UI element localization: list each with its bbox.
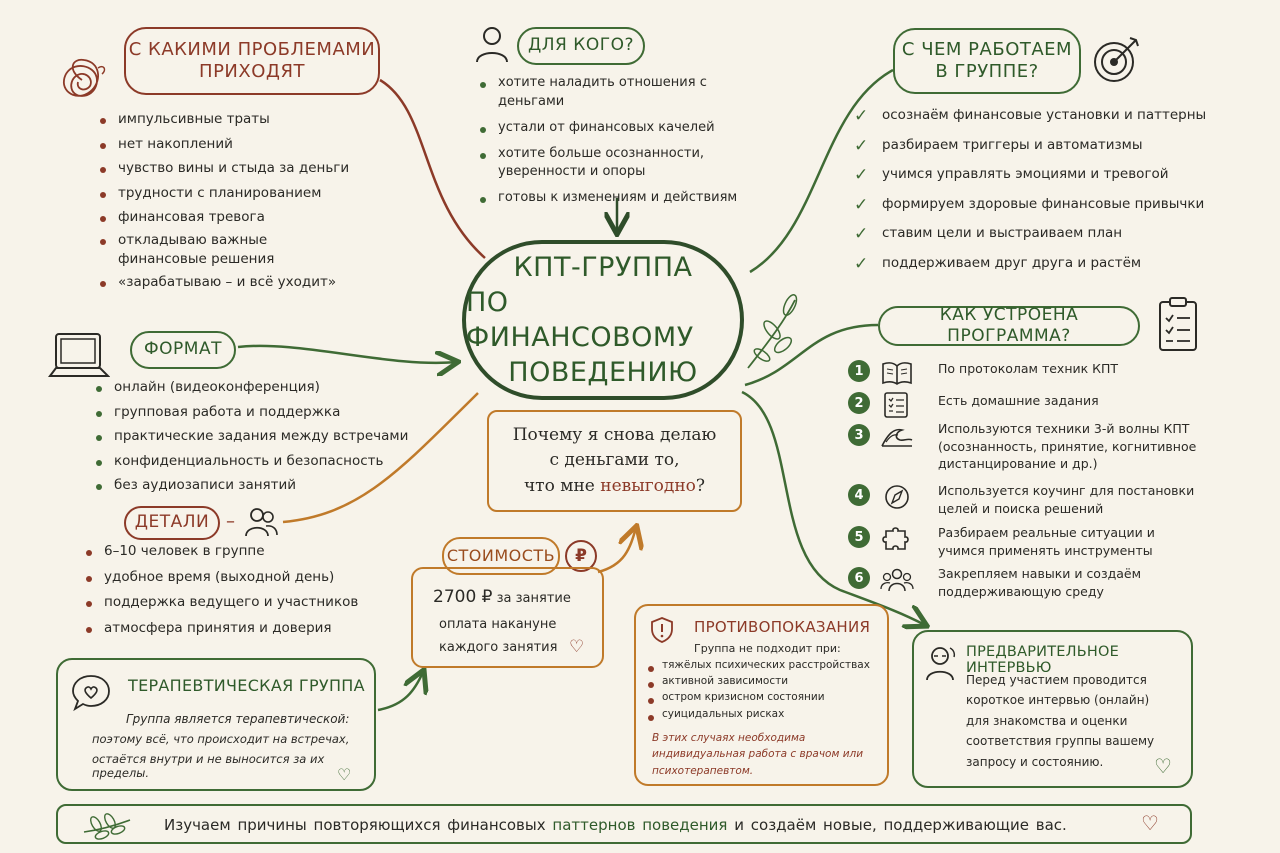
step-number: 4 <box>848 484 870 506</box>
list-item: финансовая тревога <box>96 208 386 228</box>
step-number: 2 <box>848 392 870 414</box>
list-item: чувство вины и стыда за деньги <box>96 159 386 179</box>
step-number: 5 <box>848 526 870 548</box>
program-title: КАК УСТРОЕНА ПРОГРАММА? <box>878 306 1140 346</box>
heart-bubble-icon <box>70 672 112 714</box>
step-number: 3 <box>848 424 870 446</box>
heart-icon: ♡ <box>337 765 352 784</box>
speaker-icon <box>924 642 960 682</box>
shield-icon <box>650 616 674 644</box>
list-item: онлайн (видеоконференция) <box>92 378 412 398</box>
list-item: активной зависимости <box>644 674 879 689</box>
step-number: 1 <box>848 360 870 382</box>
for-whom-title: ДЛЯ КОГО? <box>517 27 645 65</box>
compass-icon <box>880 484 914 510</box>
list-item: ✓ осознаём финансовые установки и паттерны <box>852 106 1212 126</box>
list-item: откладываю важные финансовые решения <box>96 231 288 270</box>
question-box <box>487 410 742 512</box>
list-item: ✓ формируем здоровые финансовые привычки <box>852 195 1212 215</box>
format-list <box>92 378 412 496</box>
list-item: «зарабатываю – и всё уходит» <box>96 273 386 293</box>
problems-list <box>96 110 386 293</box>
heart-icon: ♡ <box>569 637 585 657</box>
interview-title: ПРЕДВАРИТЕЛЬНОЕ ИНТЕРВЬЮ <box>966 644 1119 676</box>
ruble-icon: ₽ <box>565 540 597 572</box>
price-line3: каждого занятия <box>439 640 558 655</box>
format-title: ФОРМАТ <box>130 331 236 369</box>
question-line1: Почему я снова делаю <box>512 424 717 445</box>
program-step-4 <box>848 483 1195 516</box>
heart-icon: ♡ <box>1141 811 1159 835</box>
program-step-3 <box>848 421 1197 471</box>
list-item: групповая работа и поддержка <box>92 403 412 423</box>
group-icon <box>244 506 278 538</box>
footer-highlight: паттернов поведения <box>552 816 728 834</box>
clipboard-icon <box>1156 296 1200 352</box>
center-title-line1: КПТ-ГРУППА <box>513 251 693 283</box>
therapy-line3: остаётся внутри и не выносится за их пределы. <box>92 752 325 780</box>
question-highlight: невыгодно <box>600 475 696 496</box>
footer-text: Изучаем причины повторяющихся финансовых паттернов поведения и создаём новые, поддерживающие вас. <box>164 816 1067 834</box>
question-line3: что мне невыгодно? <box>523 475 706 496</box>
problems-title: С КАКИМИ ПРОБЛЕМАМИ ПРИХОДЯТ <box>124 27 380 95</box>
step-text: Используется коучинг для постановки целей и поиска решений <box>938 483 1195 516</box>
footer-banner <box>56 804 1192 844</box>
list-item: без аудиозаписи занятий <box>92 476 412 496</box>
program-step-6 <box>848 566 1188 599</box>
center-title-line3: ПОВЕДЕНИЮ <box>508 357 698 389</box>
step-text: Разбираем реальные ситуации и учимся применять инструменты <box>938 525 1155 558</box>
step-number: 6 <box>848 567 870 589</box>
center-title-line2: ПО ФИНАНСОВОМУ <box>466 286 694 353</box>
contra-box <box>634 604 889 786</box>
list-item: ✓ учимся управлять эмоциями и тревогой <box>852 165 1212 185</box>
list-item: конфиденциальность и безопасность <box>92 452 412 472</box>
scribble-icon <box>52 50 112 110</box>
interview-box <box>912 630 1193 788</box>
price-amount: 2700 ₽ <box>433 587 493 607</box>
people-icon <box>880 567 914 593</box>
list-item: трудности с планированием <box>96 184 386 204</box>
therapy-line2: поэтому всё, что происходит на встречах, <box>92 732 350 746</box>
list-item: нет накоплений <box>96 135 386 155</box>
contra-title: ПРОТИВОПОКАЗАНИЯ <box>694 618 871 636</box>
list-item: хотите больше осознанности, уверенности и опоры <box>476 145 728 183</box>
therapy-line1: Группа является терапевтической: <box>126 712 350 726</box>
program-step-5 <box>848 525 1188 558</box>
list-item: ✓ поддерживаем друг друга и растём <box>852 254 1212 274</box>
list-item: устали от финансовых качелей <box>476 119 776 138</box>
details-list <box>82 542 402 638</box>
list-item: практические задания между встречами <box>92 427 412 447</box>
list-item: тяжёлых психических расстройствах <box>644 658 879 673</box>
details-title: ДЕТАЛИ <box>124 506 220 540</box>
therapy-title: ТЕРАПЕВТИЧЕСКАЯ ГРУППА <box>128 676 365 695</box>
person-icon <box>474 24 510 64</box>
step-text: По протоколам техник КПТ <box>938 361 1119 376</box>
contra-note: В этих случаях необходима индивидуальная работа с врачом или психотерапевтом. <box>652 732 864 777</box>
list-item: атмосфера принятия и доверия <box>82 619 402 639</box>
list-item: суицидальных рисках <box>644 707 879 722</box>
list-item: импульсивные траты <box>96 110 386 130</box>
list-item: 6–10 человек в группе <box>82 542 402 562</box>
price-line1 <box>433 587 571 607</box>
list-item: поддержка ведущего и участников <box>82 593 402 613</box>
list-item: удобное время (выходной день) <box>82 568 402 588</box>
therapy-box <box>56 658 376 791</box>
details-dash: – <box>226 511 235 532</box>
price-box <box>411 567 604 668</box>
program-step-1 <box>848 360 1188 386</box>
book-icon <box>880 360 914 386</box>
center-title-oval <box>462 240 744 400</box>
wave-icon <box>880 424 914 450</box>
question-line2: с деньгами то, <box>549 450 680 471</box>
checklist-icon <box>880 392 914 418</box>
contra-list <box>644 658 879 722</box>
puzzle-icon <box>880 526 914 552</box>
list-item: остром кризисном состоянии <box>644 690 879 705</box>
target-icon <box>1092 34 1142 84</box>
leaf-icon <box>80 812 134 840</box>
price-per: за занятие <box>496 591 571 606</box>
step-text: Закрепляем навыки и создаём поддерживающую среду <box>938 566 1142 599</box>
list-item: ✓ разбираем триггеры и автоматизмы <box>852 136 1212 156</box>
program-step-2 <box>848 392 1188 418</box>
step-text: Есть домашние задания <box>938 393 1099 408</box>
price-title: СТОИМОСТЬ <box>442 537 560 575</box>
work-title: С ЧЕМ РАБОТАЕМ В ГРУППЕ? <box>893 28 1081 94</box>
list-item: готовы к изменениям и действиям <box>476 189 776 208</box>
interview-text: Перед участием проводится короткое интервью (онлайн) для знакомства и оценки соответствия группы вашему запросу и состоянию. <box>966 673 1155 769</box>
for-whom-list <box>476 74 776 208</box>
step-text: Используются техники 3-й волны КПТ (осознанность, принятие, когнитивное дистанцирование и др.) <box>938 421 1197 471</box>
contra-intro: Группа не подходит при: <box>694 642 841 655</box>
price-line2: оплата накануне <box>439 617 557 632</box>
list-item: хотите наладить отношения с деньгами <box>476 74 776 112</box>
work-list <box>852 106 1212 283</box>
heart-icon: ♡ <box>1154 754 1172 778</box>
list-item: ✓ ставим цели и выстраиваем план <box>852 224 1212 244</box>
